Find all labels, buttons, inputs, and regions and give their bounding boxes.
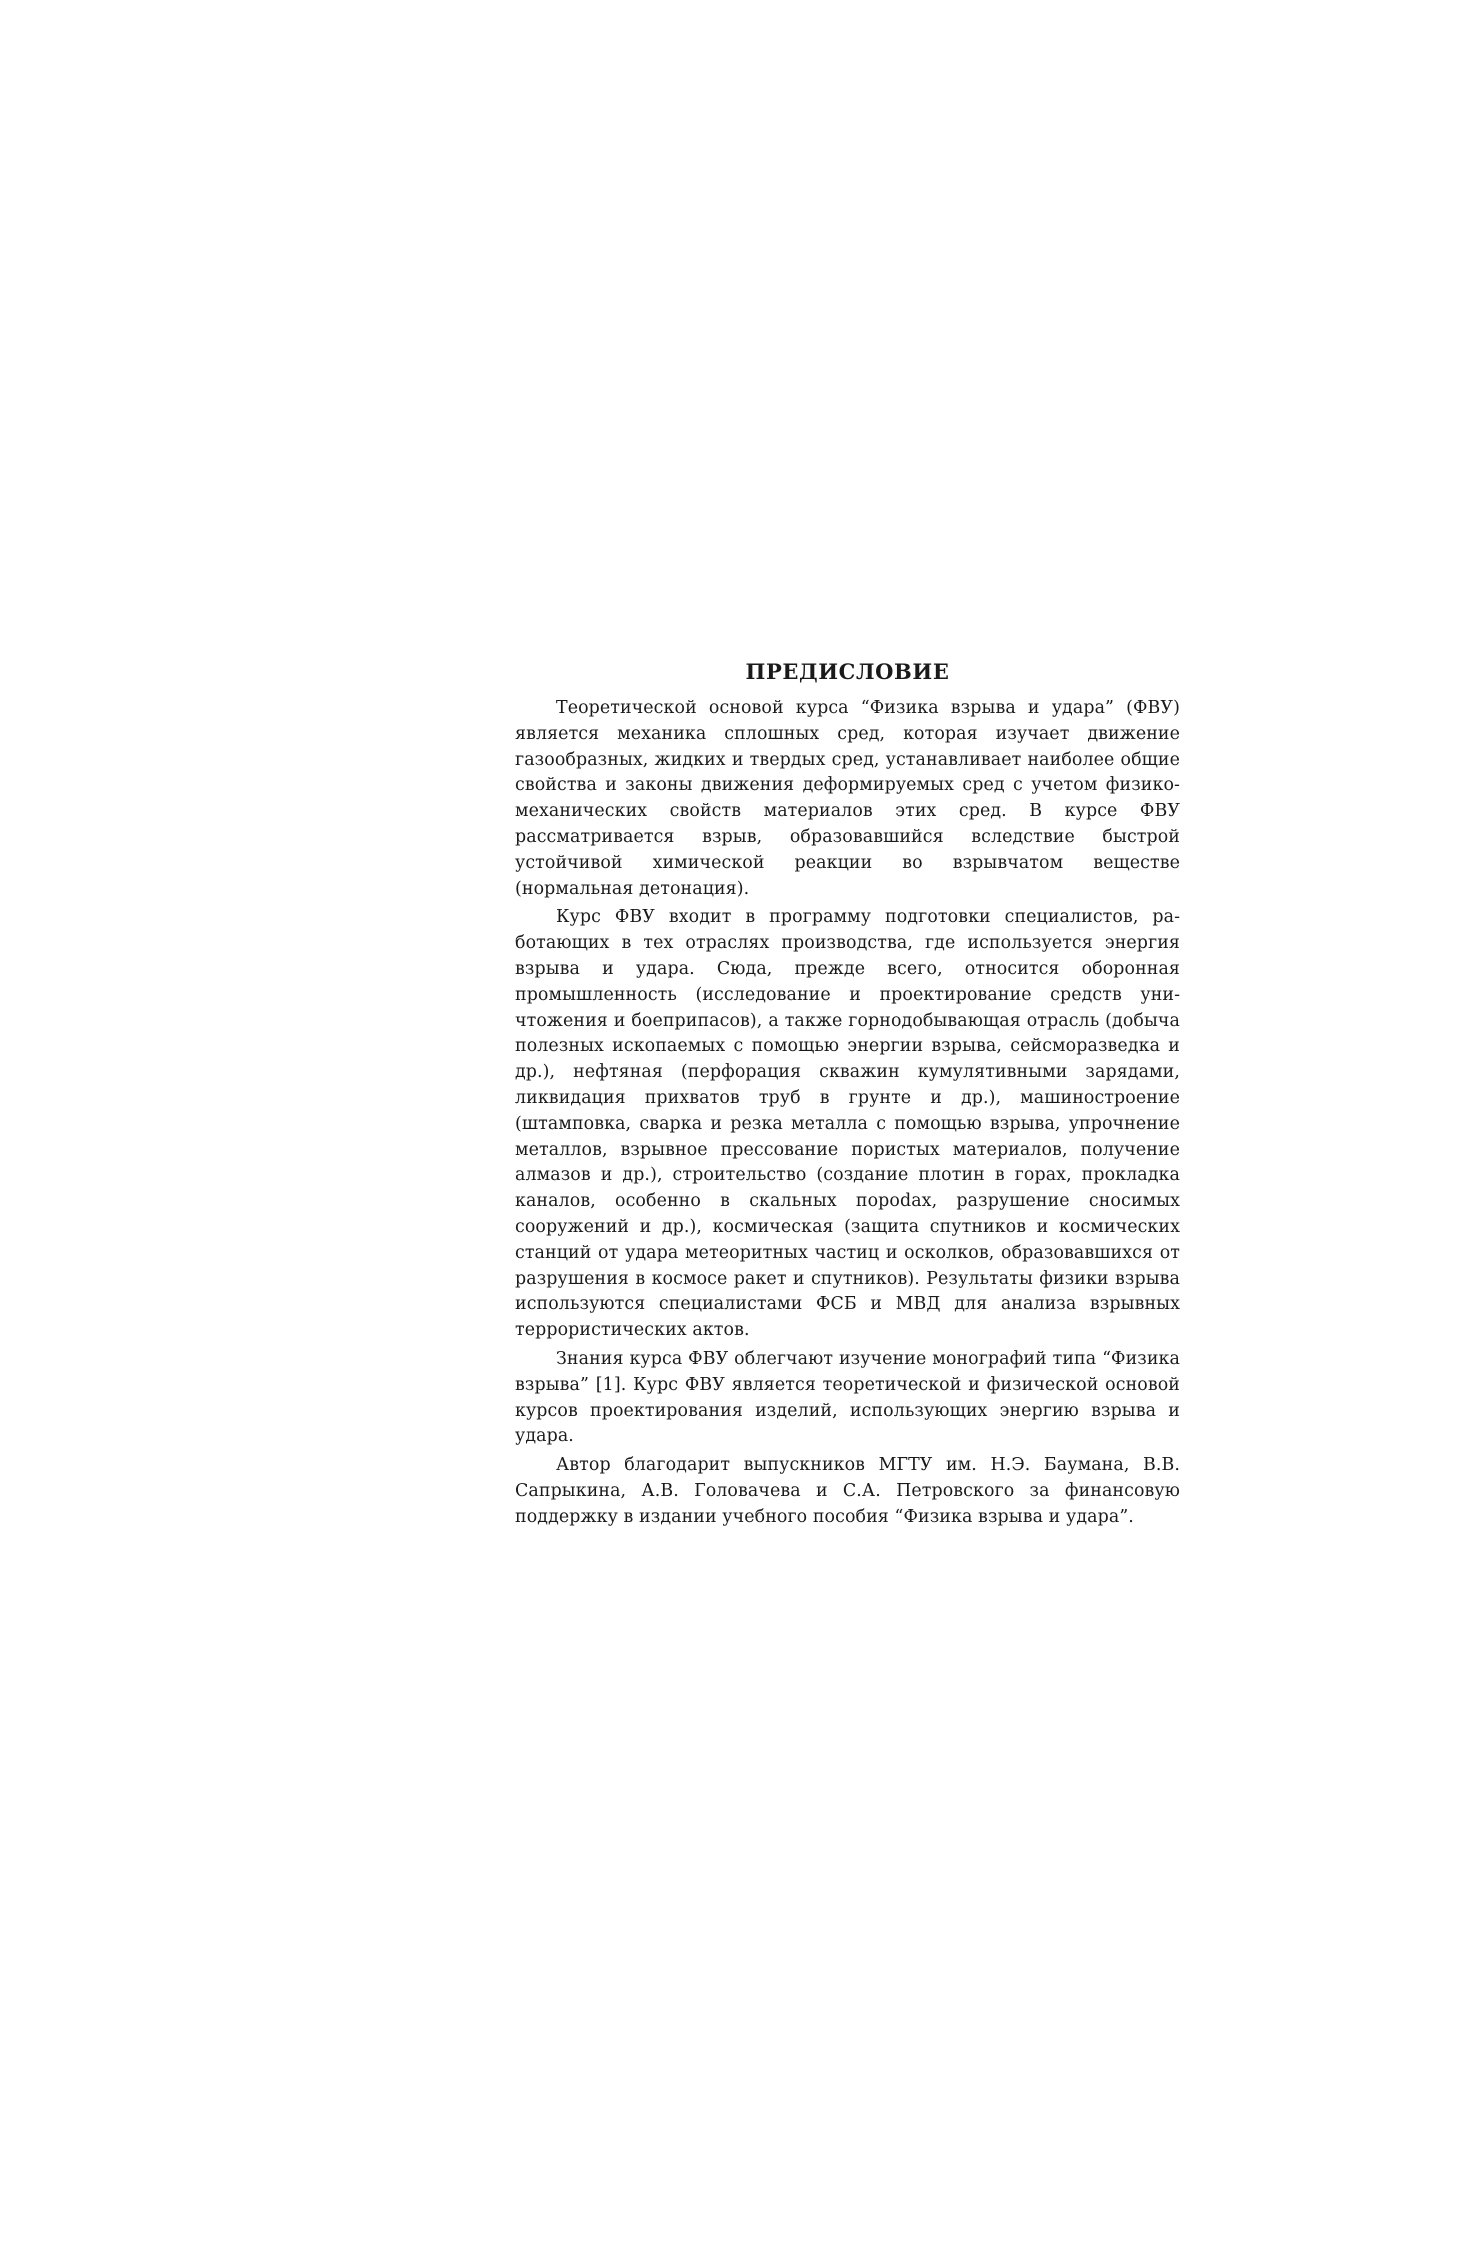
preface-paragraph-1: Теоретической основой курса “Физика взрыва и удара” (ФВУ) является механика сплошных сред, которая изучает движение газообразных, жидких и твердых сред, устанавливает наиболее общие свойства и законы движения деформируемых сред с учетом физико-механических свойств материалов этих сред. В курсе ФВУ рассматривается взрыв, образовавшийся вследствие быстрой устойчивой химической реакции во взрывчатом веществе (нормальная детонация). (515, 698, 1180, 899)
preface-paragraph-3: Знания курса ФВУ облегчают изучение монографий типа “Физика взрыва” [1]. Курс ФВУ является теоретической и физической основой курсов проектирования изделий, использующих энергию взрыва и удара. (515, 1348, 1180, 1447)
preface-paragraph-2: Курс ФВУ входит в программу подготовки специалистов, работающих в тех отраслях производства, где используется энергия взрыва и удара. Сюда, прежде всего, относится оборонная промышленность (исследование и проектирование средств уничтожения и боеприпасов), а также горнодобывающая отрасль (добыча полезных ископаемых с помощью энергии взрыва, сейсморазведка и др.), нефтяная (перфорация скважин кумулятивными зарядами, ликвидация прихватов труб в грунте и др.), машиностроение (штамповка, сварка и резка металла с помощью взрыва, упрочнение металлов, взрывное прессование пористых материалов, получение алмазов и др.), строительство (создание плотин в горах, прокладка каналов, особенно в скальных пороdах, разрушение сносимых сооружений и др.), космическая (защита спутников и космических станций от удара метеоритных частиц и осколков, образовавшихся от разрушения в космосе ракет и спутников). Результаты физики взрыва используются специалистами ФСБ и МВД для анализа взрывных террористических актов. (515, 907, 1180, 1341)
preface-section (515, 658, 1180, 1531)
preface-paragraph-4: Автор благодарит выпускников МГТУ им. Н.Э. Баумана, В.В. Сапрыкина, А.В. Головачева и С.А. Петровского за финансовую поддержку в издании учебного пособия “Физика взрыва и удара”. (515, 1455, 1180, 1527)
page-title: ПРЕДИСЛОВИЕ (745, 659, 950, 684)
